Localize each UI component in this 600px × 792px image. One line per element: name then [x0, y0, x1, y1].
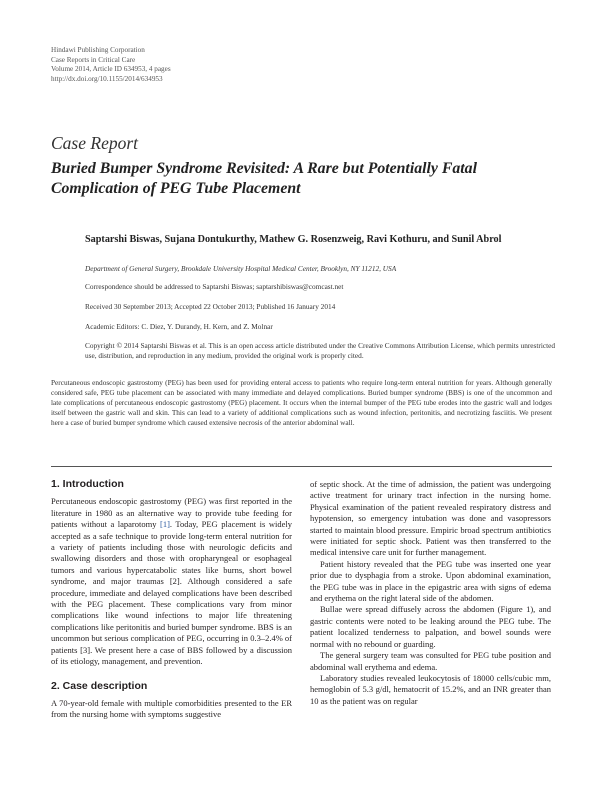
citation-link[interactable]: [1]: [160, 519, 170, 530]
article-type: Case Report: [51, 133, 139, 153]
publisher-name: Hindawi Publishing Corporation: [51, 46, 145, 54]
correspondence: Correspondence should be addressed to Saptarshi Biswas; saptarshibiswas@comcast.net: [85, 282, 344, 291]
abstract: Percutaneous endoscopic gastrostomy (PEG) has been used for providing enteral access to patients who require long-term enteral nutrition for years. Although generally considered safe, PEG tube placement can be associated with many immediate and delayed complications. Buried bumper syndrome (BBS) is one of the uncommon and late complications of percutaneous endoscopic gastrostomy (PEG) placement. It occurs when the internal bumper of the PEG tube erodes into the gastric wall and lodges itself between the gastric wall and skin. This can lead to a variety of additional complications such as wound infection, peritonitis, and necrotizing fasciitis. We present here a case of buried bumper syndrome which caused extensive necrosis of the anterior abdominal wall.: [51, 378, 552, 427]
journal-header: [51, 46, 301, 84]
intro-text-part-2: . Today, PEG placement is widely accepted as a safe technique to provide long-term enteral nutrition for a variety of patients including those with neurologic deficits and swallowing disorders and those with oropharyngeal or esophageal tumors and various hypercatabolic states like burns, short bowel syndrome, and major traumas [2]. Although considered a safe procedure, immediate and delayed complications have been described with the PEG placement. These complications vary from minor complications like wound infections to major life threatening complications like peritonitis and buried bumper syndrome. BBS is an uncommon but serious complication of PEG, occurring in 0.3–2.4% of patients [3]. We present here a case of BBS followed by a discussion of its etiology, management, and prevention.: [51, 519, 292, 667]
left-column: [51, 479, 292, 721]
right-column: [310, 479, 551, 707]
introduction-heading: 1. Introduction: [51, 478, 124, 490]
case-paragraph-3: Bullae were spread diffusely across the abdomen (Figure 1), and gastric contents were noted to be leaking around the PEG tube. The patient localized tenderness to palpation, and bowel sounds were normal with no rebound or guarding.: [310, 604, 551, 649]
case-paragraph-1: of septic shock. At the time of admission, the patient was undergoing active treatment for urinary tract infection in the nursing home. Physical examination of the patient revealed respiratory distress and hypotension, so emergency intubation was done and vasopressors started to maintain blood pressure. Empiric broad spectrum antibiotics were initiated for septic shock. Patient was then transferred to the medical intensive care unit for further management.: [310, 479, 551, 558]
case-description-paragraph: A 70-year-old female with multiple comorbidities presented to the ER from the nursing home with symptoms suggestive: [51, 697, 292, 720]
section-divider: [51, 466, 552, 467]
affiliation: Department of General Surgery, Brookdale University Hospital Medical Center, Brooklyn, NY 11212, USA: [85, 264, 397, 273]
case-paragraph-5: Laboratory studies revealed leukocytosis of 18000 cells/cubic mm, hemoglobin of 5.3 g/dl, hematocrit of 15.2%, and an INR greater than 10 as the patient was on regular: [310, 672, 551, 706]
doi-link[interactable]: http://dx.doi.org/10.1155/2014/634953: [51, 74, 163, 83]
introduction-paragraph: [51, 496, 292, 667]
intro-text-part-1: Percutaneous endoscopic gastrostomy (PEG) was first reported in the literature in 1980 as an alternative way to provide tube feeding for patients without a laparotomy: [51, 496, 292, 530]
copyright-notice: Copyright © 2014 Saptarshi Biswas et al. This is an open access article distributed under the Creative Commons Attribution License, which permits unrestricted use, distribution, and reproduction in any medium, provided the original work is properly cited.: [85, 341, 555, 360]
case-paragraph-2: Patient history revealed that the PEG tube was inserted one year prior due to dysphagia from a stroke. Upon abdominal examination, the PEG tube was in place in the epigastric area with signs of edema and erythema on the right lateral side of the abdomen.: [310, 558, 551, 604]
academic-editors: Academic Editors: C. Diez, Y. Durandy, H. Kern, and Z. Molnar: [85, 322, 273, 331]
publication-dates: Received 30 September 2013; Accepted 22 October 2013; Published 16 January 2014: [85, 302, 336, 311]
section-gap: [51, 668, 292, 681]
case-description-heading: 2. Case description: [51, 679, 148, 692]
article-title: Buried Bumper Syndrome Revisited: A Rare but Potentially Fatal Complication of PEG Tube Placement: [51, 160, 477, 197]
journal-name: Case Reports in Critical Care: [51, 55, 136, 64]
author-list: Saptarshi Biswas, Sujana Dontukurthy, Mathew G. Rosenzweig, Ravi Kothuru, and Sunil Abrol: [85, 234, 502, 245]
volume-info: Volume 2014, Article ID 634953, 4 pages: [51, 65, 171, 73]
case-paragraph-4: The general surgery team was consulted for PEG tube position and abdominal wall erythema and edema.: [310, 650, 551, 672]
